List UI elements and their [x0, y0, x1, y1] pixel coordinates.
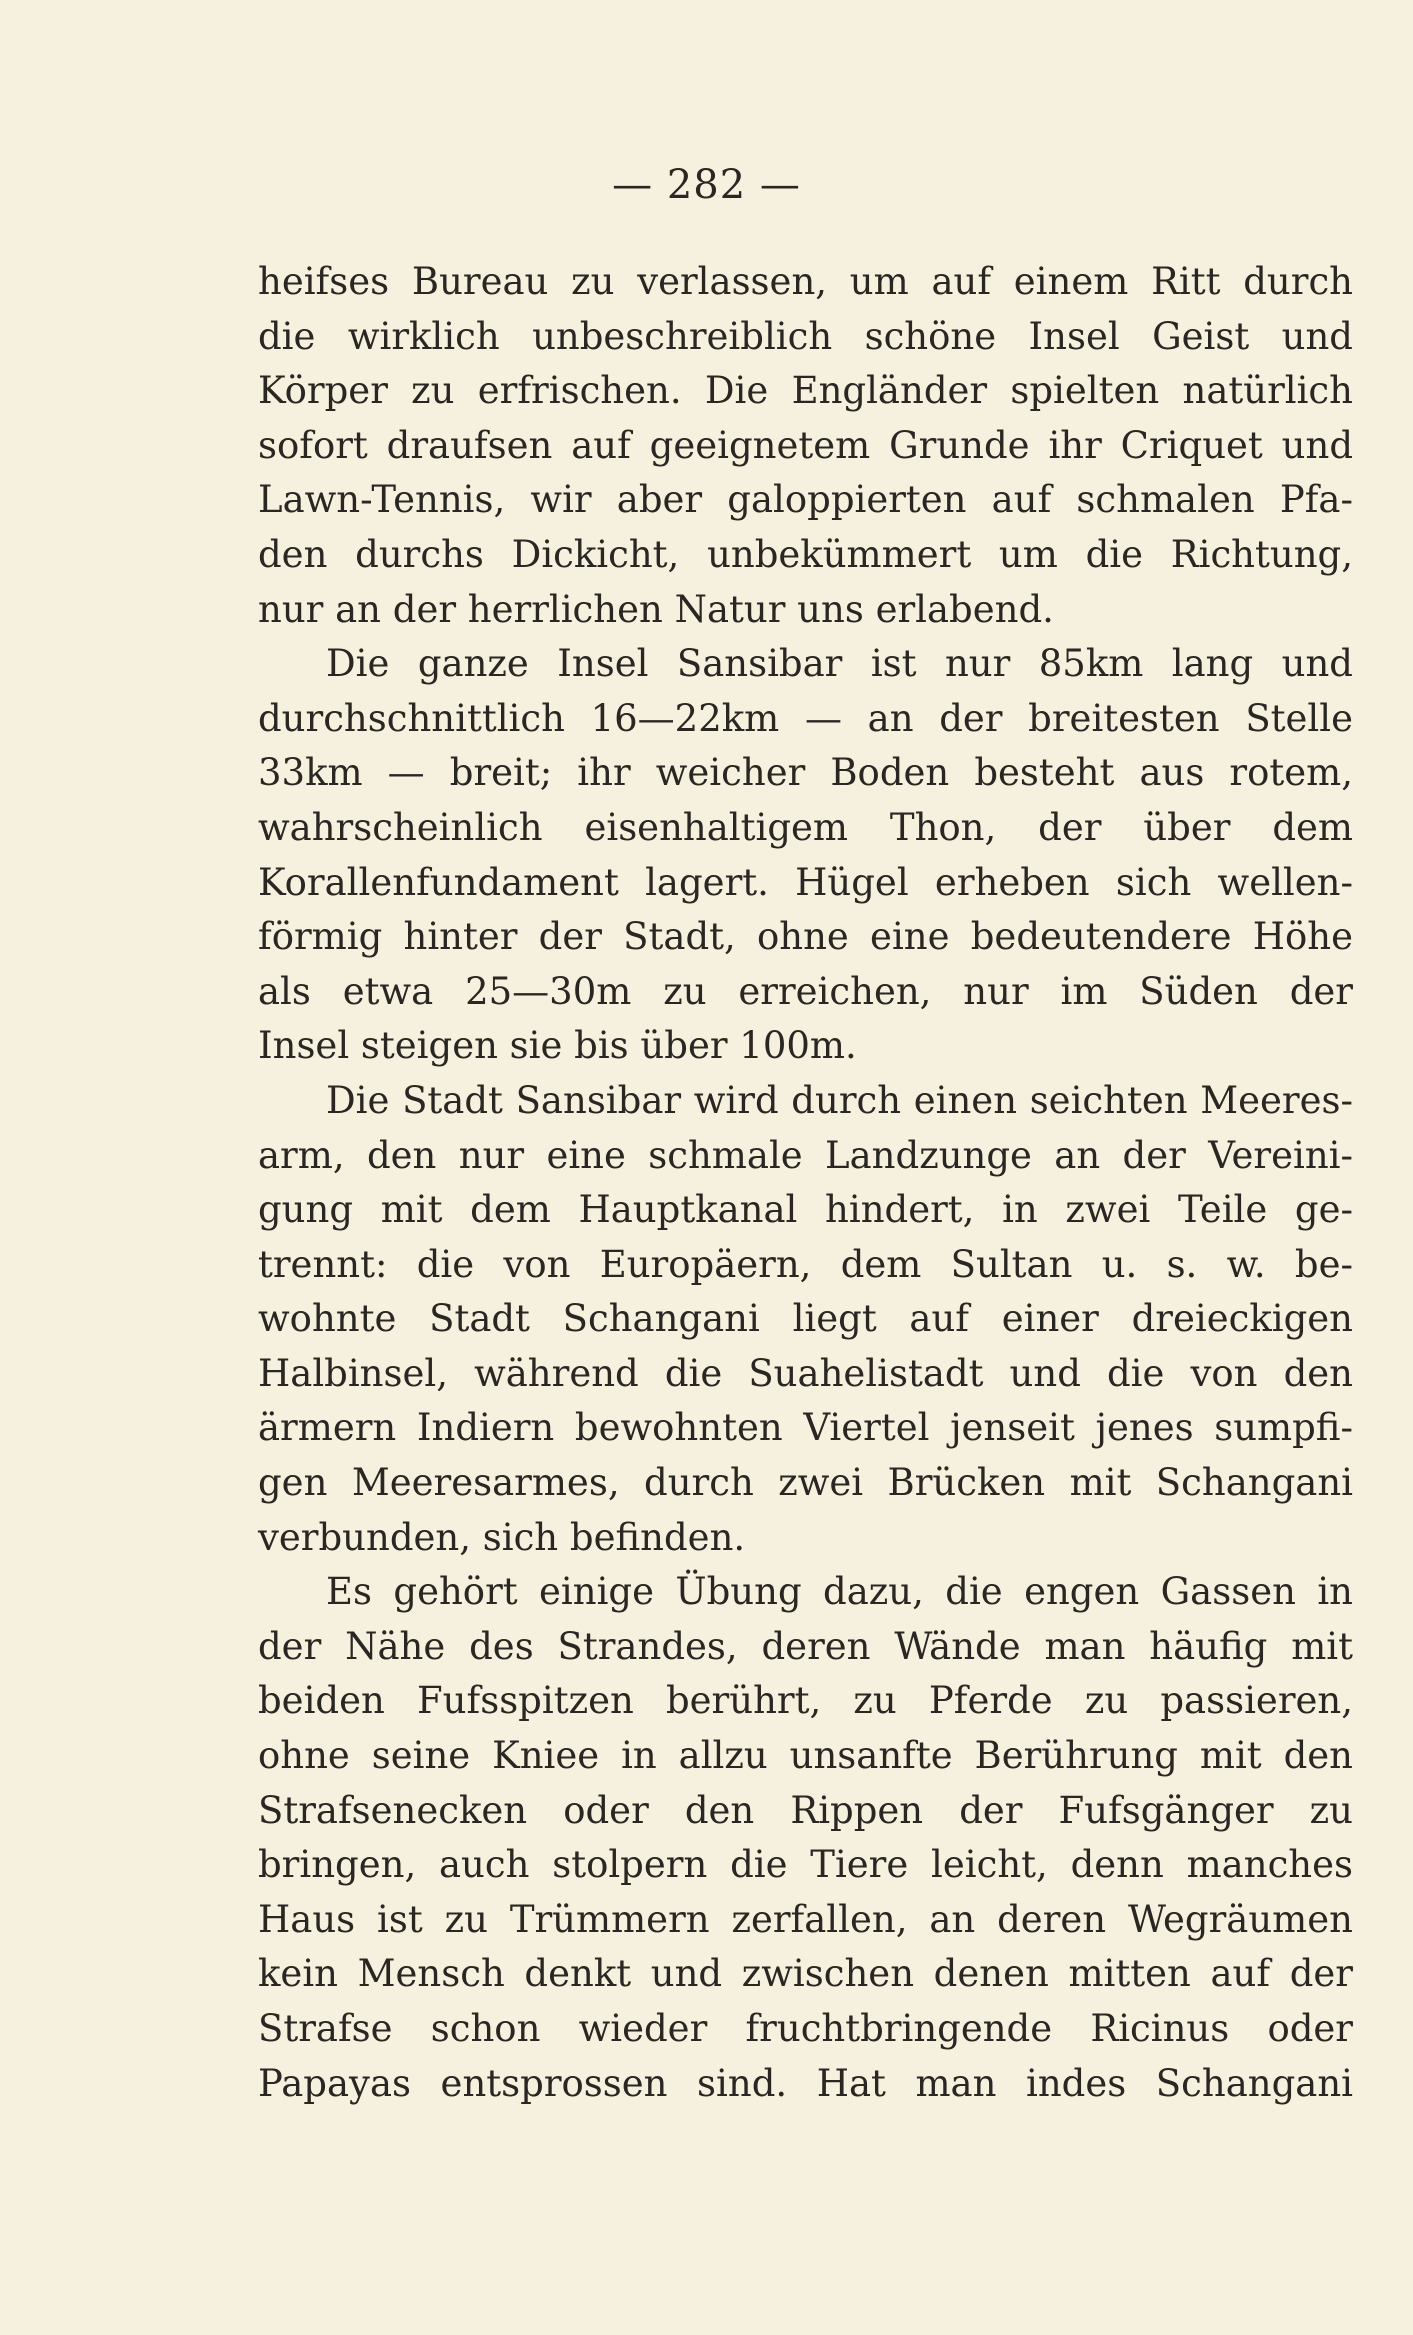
text-line: wohnte Stadt Schangani liegt auf einer dreieckigen: [258, 1297, 1353, 1341]
text-line: bringen, auch stolpern die Tiere leicht, denn manches: [258, 1843, 1353, 1887]
text-line: Strafsenecken oder den Rippen der Fufsgänger zu: [258, 1788, 1353, 1832]
text-line: die wirklich unbeschreiblich schöne Insel Geist und: [258, 314, 1353, 358]
text-line: arm, den nur eine schmale Landzunge an der Vereini-: [258, 1133, 1353, 1177]
text-line: gung mit dem Hauptkanal hindert, in zwei Teile ge-: [258, 1188, 1353, 1232]
text-line: förmig hinter der Stadt, ohne eine bedeutendere Höhe: [258, 915, 1353, 959]
text-line: Insel steigen sie bis über 100m.: [258, 1024, 857, 1068]
text-line: wahrscheinlich eisenhaltigem Thon, der über dem: [258, 805, 1353, 849]
body-text: [258, 255, 1353, 2111]
paragraph-start-line: Die Stadt Sansibar wird durch einen seichten Meeres-: [326, 1078, 1353, 1122]
text-line: trennt: die von Europäern, dem Sultan u. s. w. be-: [258, 1242, 1353, 1286]
text-line: Strafse schon wieder fruchtbringende Ricinus oder: [258, 2007, 1353, 2050]
text-line: gen Meeresarmes, durch zwei Brücken mit Schangani: [258, 1461, 1353, 1505]
text-line: als etwa 25—30m zu erreichen, nur im Süden der: [258, 969, 1353, 1013]
text-line: Korallenfundament lagert. Hügel erheben sich wellen-: [258, 860, 1353, 904]
paragraph-start-line: Es gehört einige Übung dazu, die engen Gassen in: [326, 1570, 1353, 1614]
text-line: verbunden, sich befinden.: [258, 1515, 746, 1559]
text-line: der Nähe des Strandes, deren Wände man häufig mit: [258, 1624, 1353, 1668]
text-line: heifses Bureau zu verlassen, um auf einem Ritt durch: [258, 260, 1353, 303]
text-line: beiden Fufsspitzen berührt, zu Pferde zu passieren,: [258, 1679, 1353, 1723]
text-line: ärmern Indiern bewohnten Viertel jenseit jenes sumpfi-: [258, 1406, 1353, 1450]
text-line: den durchs Dickicht, unbekümmert um die Richtung,: [258, 532, 1353, 576]
text-line: ohne seine Kniee in allzu unsanfte Berührung mit den: [258, 1734, 1353, 1778]
text-line: Körper zu erfrischen. Die Engländer spielten natürlich: [258, 369, 1353, 413]
text-line: Lawn-Tennis, wir aber galoppierten auf schmalen Pfa-: [258, 478, 1353, 522]
text-line: Halbinsel, während die Suahelistadt und die von den: [258, 1351, 1353, 1395]
text-line: 33km — breit; ihr weicher Boden besteht aus rotem,: [258, 751, 1353, 795]
text-line: kein Mensch denkt und zwischen denen mitten auf der: [258, 1952, 1353, 1996]
text-line: durchschnittlich 16—22km — an der breitesten Stelle: [258, 696, 1353, 740]
text-line: Haus ist zu Trümmern zerfallen, an deren Wegräumen: [258, 1897, 1353, 1941]
text-line: sofort draufsen auf geeignetem Grunde ihr Criquet und: [258, 423, 1353, 467]
page-number: — 282 —: [612, 162, 801, 208]
paragraph-start-line: Die ganze Insel Sansibar ist nur 85km lang und: [326, 642, 1353, 686]
text-line: Papayas entsprossen sind. Hat man indes Schangani: [258, 2061, 1353, 2105]
text-line: nur an der herrlichen Natur uns erlabend.: [258, 587, 1054, 631]
